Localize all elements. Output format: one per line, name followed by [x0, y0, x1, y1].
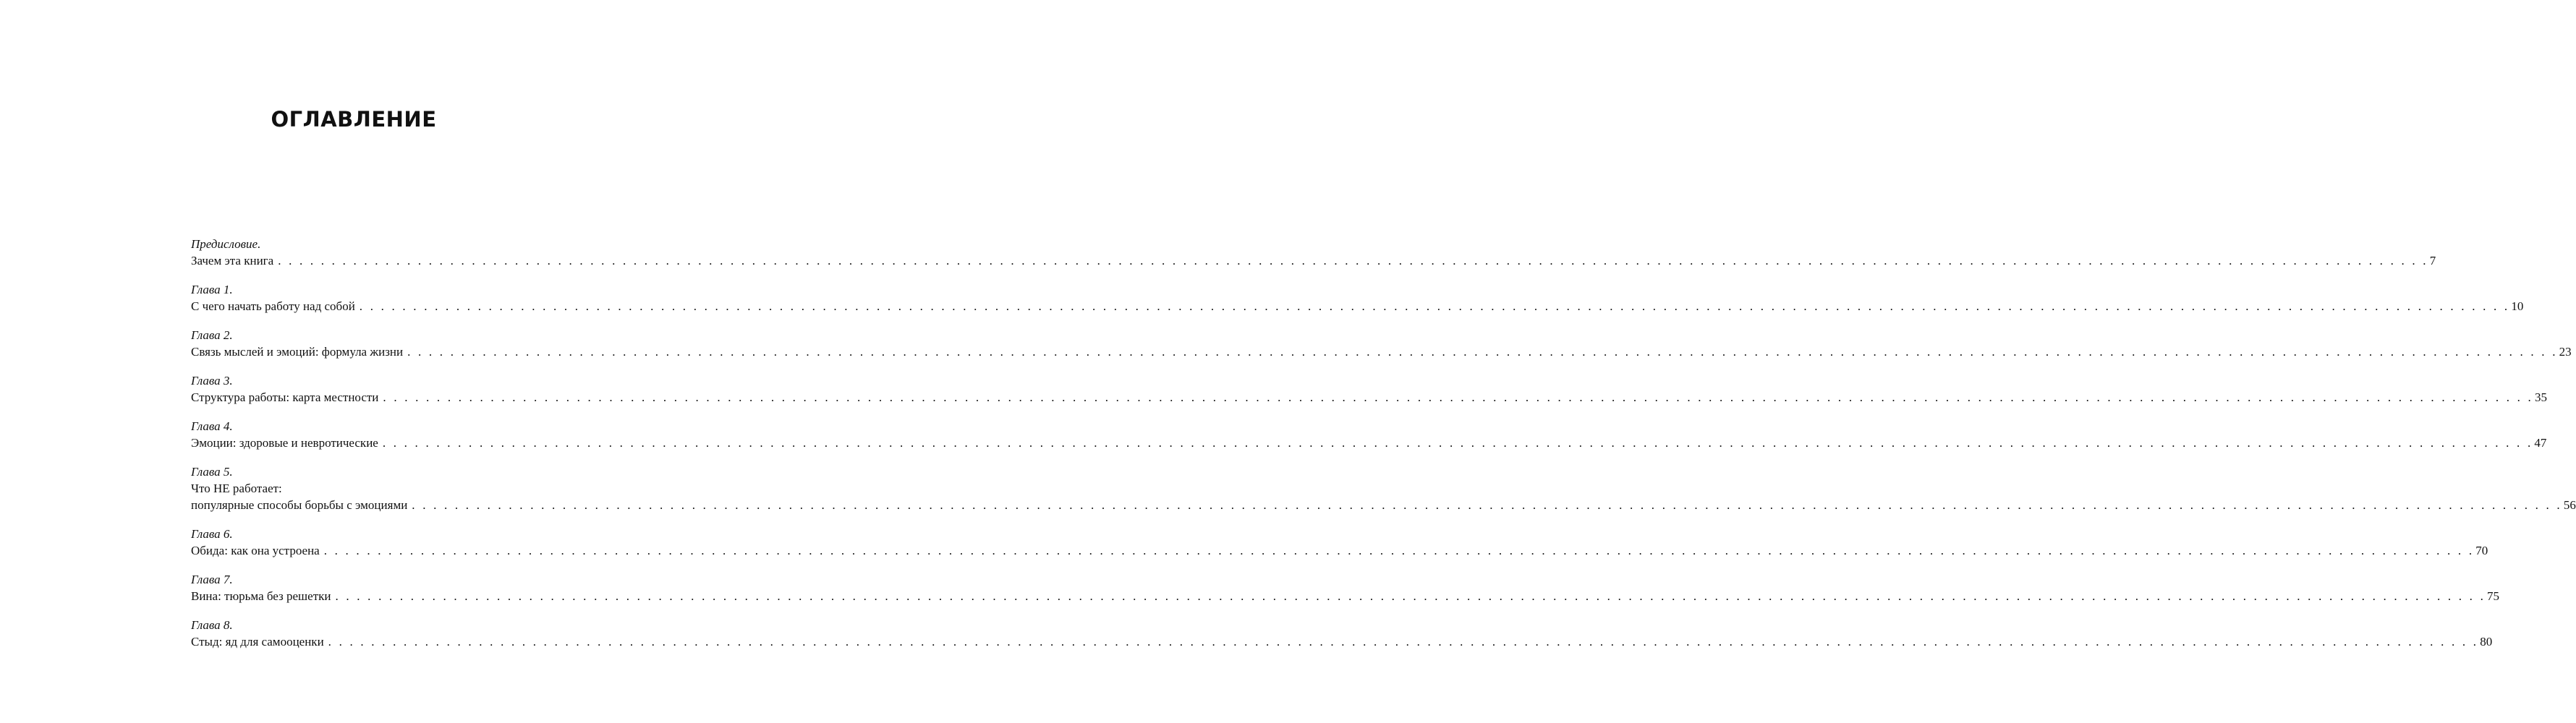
dot-leader: . . . . . . . . . . . . . . . . . . . . . . . . . . . . . . . . . . . . . . . . . . . . . . . . . . . . . . . . . . . . . . . . . . . . . . . . . . . . . . . . . . . . . . . . . . . . . . . . . . . . . . . . . . . . . . . . . . . . . . . . . . . . . . . . . . . . . . . . . . . . . . . . . . . . . . . . . . . . . . . . . . . . . . . . . . . . . . . . . . . . . . . . . . . . . . . . . . . . . . . . [382, 436, 2533, 450]
toc-entry-label: Глава 4. [191, 419, 233, 433]
dot-leader: . . . . . . . . . . . . . . . . . . . . . . . . . . . . . . . . . . . . . . . . . . . . . . . . . . . . . . . . . . . . . . . . . . . . . . . . . . . . . . . . . . . . . . . . . . . . . . . . . . . . . . . . . . . . . . . . . . . . . . . . . . . . . . . . . . . . . . . . . . . . . . . . . . . . . . . . . . . . . . . . . . . . . . . . . . . . . . . . . . . . . . . . . . . . . . . . . . . . . . . . [335, 589, 2486, 603]
toc-entry [191, 571, 2500, 604]
dot-leader: . . . . . . . . . . . . . . . . . . . . . . . . . . . . . . . . . . . . . . . . . . . . . . . . . . . . . . . . . . . . . . . . . . . . . . . . . . . . . . . . . . . . . . . . . . . . . . . . . . . . . . . . . . . . . . . . . . . . . . . . . . . . . . . . . . . . . . . . . . . . . . . . . . . . . . . . . . . . . . . . . . . . . . . . . . . . . . . . . . . . . . . . . . . . . . . . . . . . . . . . [407, 345, 2558, 359]
dot-leader: . . . . . . . . . . . . . . . . . . . . . . . . . . . . . . . . . . . . . . . . . . . . . . . . . . . . . . . . . . . . . . . . . . . . . . . . . . . . . . . . . . . . . . . . . . . . . . . . . . . . . . . . . . . . . . . . . . . . . . . . . . . . . . . . . . . . . . . . . . . . . . . . . . . . . . . . . . . . . . . . . . . . . . . . . . . . . . . . . . . . . . . . . . . . . . . . . . . . . . . . [328, 635, 2479, 649]
toc-entry-title: популярные способы борьбы с эмоциями [191, 498, 408, 512]
toc-entry-label: Предисловие. [191, 237, 261, 251]
toc-entry-title: Зачем эта книга [191, 254, 274, 268]
toc-entry-title: Обида: как она устроена [191, 544, 320, 557]
toc-entry-label: Глава 8. [191, 618, 233, 632]
toc-entry-row [191, 389, 2547, 406]
toc-entry-title-line: Что НЕ работает: [191, 482, 282, 495]
dot-leader: . . . . . . . . . . . . . . . . . . . . . . . . . . . . . . . . . . . . . . . . . . . . . . . . . . . . . . . . . . . . . . . . . . . . . . . . . . . . . . . . . . . . . . . . . . . . . . . . . . . . . . . . . . . . . . . . . . . . . . . . . . . . . . . . . . . . . . . . . . . . . . . . . . . . . . . . . . . . . . . . . . . . . . . . . . . . . . . . . . . . . . . . . . . . . . . . . . . . . . . . [323, 544, 2475, 557]
toc-entry-row [191, 633, 2493, 650]
toc-entry [191, 236, 2436, 269]
toc-entry-row [191, 588, 2500, 604]
toc-entry-label: Глава 5. [191, 465, 233, 479]
toc-entry [191, 372, 2547, 406]
toc-entry-page-number: 23 [2559, 345, 2572, 359]
toc-entry-page-number: 47 [2534, 436, 2547, 450]
toc-entry-page-number: 35 [2534, 390, 2547, 404]
toc-entry-page-number: 10 [2511, 299, 2524, 313]
toc-entry-label: Глава 2. [191, 328, 233, 342]
toc-entry-page-number: 7 [2429, 254, 2436, 268]
toc-entry-title: С чего начать работу над собой [191, 299, 355, 313]
toc-entry-label: Глава 6. [191, 527, 233, 541]
toc-entry-label: Глава 3. [191, 374, 233, 388]
toc-entry-title: Связь мыслей и эмоций: формула жизни [191, 345, 404, 359]
dot-leader: . . . . . . . . . . . . . . . . . . . . . . . . . . . . . . . . . . . . . . . . . . . . . . . . . . . . . . . . . . . . . . . . . . . . . . . . . . . . . . . . . . . . . . . . . . . . . . . . . . . . . . . . . . . . . . . . . . . . . . . . . . . . . . . . . . . . . . . . . . . . . . . . . . . . . . . . . . . . . . . . . . . . . . . . . . . . . . . . . . . . . . . . . . . . . . . . . . . . . . . . [383, 390, 2533, 404]
toc-entry-row [191, 343, 2572, 360]
toc-entry [191, 526, 2488, 559]
toc-entry-row [191, 497, 2576, 513]
toc-entry-page-number: 75 [2487, 589, 2500, 603]
page-title: ОГЛАВЛЕНИЕ [271, 107, 437, 132]
toc-entry-title: Вина: тюрьма без решетки [191, 589, 331, 603]
toc-entry-title: Стыд: яд для самооценки [191, 635, 324, 649]
toc-entry-page-number: 70 [2475, 544, 2488, 557]
toc-entry-label: Глава 1. [191, 283, 233, 296]
table-of-contents [191, 236, 2576, 662]
toc-entry [191, 281, 2524, 315]
toc-entry-row [191, 252, 2436, 269]
toc-entry [191, 617, 2493, 650]
toc-entry-row [191, 435, 2547, 451]
toc-entry-row [191, 298, 2524, 315]
toc-entry [191, 327, 2572, 360]
dot-leader: . . . . . . . . . . . . . . . . . . . . . . . . . . . . . . . . . . . . . . . . . . . . . . . . . . . . . . . . . . . . . . . . . . . . . . . . . . . . . . . . . . . . . . . . . . . . . . . . . . . . . . . . . . . . . . . . . . . . . . . . . . . . . . . . . . . . . . . . . . . . . . . . . . . . . . . . . . . . . . . . . . . . . . . . . . . . . . . . . . . . . . . . . . . . . . . . . . . . . . . . [278, 254, 2428, 268]
dot-leader: . . . . . . . . . . . . . . . . . . . . . . . . . . . . . . . . . . . . . . . . . . . . . . . . . . . . . . . . . . . . . . . . . . . . . . . . . . . . . . . . . . . . . . . . . . . . . . . . . . . . . . . . . . . . . . . . . . . . . . . . . . . . . . . . . . . . . . . . . . . . . . . . . . . . . . . . . . . . . . . . . . . . . . . . . . . . . . . . . . . . . . . . . . . . . . . . . . . . . . . . [412, 498, 2562, 512]
toc-entry-title: Эмоции: здоровые и невротические [191, 436, 378, 450]
toc-entry [191, 418, 2547, 451]
toc-entry-page-number: 56 [2563, 498, 2576, 512]
toc-entry-title: Структура работы: карта местности [191, 390, 379, 404]
toc-entry-page-number: 80 [2480, 635, 2493, 649]
toc-entry [191, 463, 2576, 513]
toc-entry-label: Глава 7. [191, 573, 233, 586]
toc-entry-row [191, 542, 2488, 559]
dot-leader: . . . . . . . . . . . . . . . . . . . . . . . . . . . . . . . . . . . . . . . . . . . . . . . . . . . . . . . . . . . . . . . . . . . . . . . . . . . . . . . . . . . . . . . . . . . . . . . . . . . . . . . . . . . . . . . . . . . . . . . . . . . . . . . . . . . . . . . . . . . . . . . . . . . . . . . . . . . . . . . . . . . . . . . . . . . . . . . . . . . . . . . . . . . . . . . . . . . . . . . . [359, 299, 2510, 313]
